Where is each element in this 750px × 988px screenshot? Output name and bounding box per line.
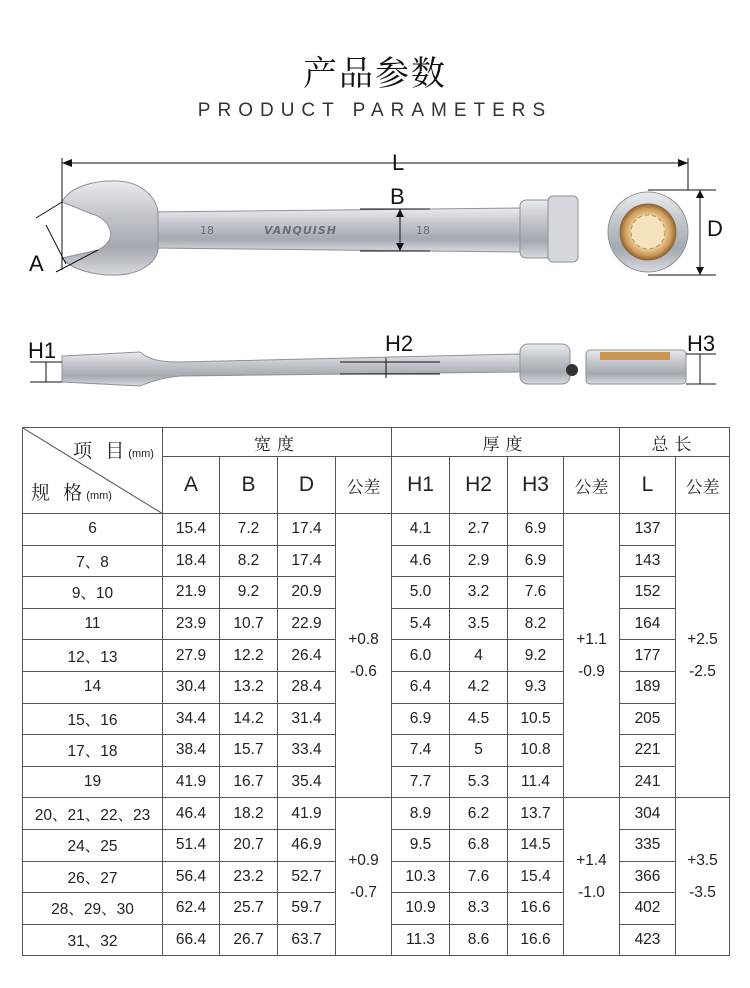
cell-D: 22.9 (278, 608, 336, 640)
cell-H1: 10.3 (392, 861, 450, 893)
cell-H2: 2.9 (450, 545, 508, 577)
dim-label-D: D (707, 216, 723, 241)
cell-spec: 31、32 (23, 924, 163, 956)
cell-spec: 19 (23, 766, 163, 798)
cell-H2: 5 (450, 735, 508, 767)
cell-H3: 8.2 (508, 608, 564, 640)
spec-table-body (23, 428, 730, 956)
col-header-length-tolerance: 公差 (676, 457, 730, 514)
cell-spec: 17、18 (23, 735, 163, 767)
cell-D: 46.9 (278, 829, 336, 861)
thickness-tolerance-group2-minus: -1.0 (578, 883, 605, 901)
cell-H2: 3.5 (450, 608, 508, 640)
width-tolerance-group2-minus: -0.7 (350, 883, 377, 901)
cell-H2: 8.3 (450, 893, 508, 925)
cell-A: 51.4 (163, 829, 220, 861)
cell-H1: 10.9 (392, 893, 450, 925)
cell-B: 15.7 (220, 735, 278, 767)
cell-H3: 10.8 (508, 735, 564, 767)
cell-H1: 5.4 (392, 608, 450, 640)
cell-H1: 9.5 (392, 829, 450, 861)
cell-spec: 12、13 (23, 640, 163, 672)
dim-label-H1: H1 (28, 338, 57, 363)
width-tolerance-group1-minus: -0.6 (350, 662, 377, 680)
table-corner-cell (23, 428, 163, 514)
group-header-thickness: 厚度 (392, 428, 620, 457)
cell-A: 38.4 (163, 735, 220, 767)
cell-spec: 9、10 (23, 577, 163, 609)
cell-B: 12.2 (220, 640, 278, 672)
cell-spec: 6 (23, 514, 163, 546)
cell-B: 14.2 (220, 703, 278, 735)
cell-H2: 5.3 (450, 766, 508, 798)
length-tolerance-group1-minus: -2.5 (689, 662, 716, 680)
cell-H1: 4.1 (392, 514, 450, 546)
dim-label-L: L (392, 150, 405, 175)
cell-B: 20.7 (220, 829, 278, 861)
length-tolerance-group2 (676, 798, 730, 956)
cell-D: 41.9 (278, 798, 336, 830)
table-group-header-row (23, 428, 730, 457)
cell-L: 137 (620, 514, 676, 546)
cell-H3: 9.2 (508, 640, 564, 672)
cell-D: 26.4 (278, 640, 336, 672)
cell-D: 33.4 (278, 735, 336, 767)
col-header-H2: H2 (450, 457, 508, 514)
cell-L: 189 (620, 671, 676, 703)
cell-L: 423 (620, 924, 676, 956)
cell-spec: 26、27 (23, 861, 163, 893)
cell-H1: 11.3 (392, 924, 450, 956)
cell-spec: 15、16 (23, 703, 163, 735)
cell-D: 17.4 (278, 545, 336, 577)
cell-H2: 8.6 (450, 924, 508, 956)
cell-L: 366 (620, 861, 676, 893)
length-tolerance-group1-plus: +2.5 (687, 630, 718, 648)
cell-H3: 16.6 (508, 893, 564, 925)
group-header-length: 总长 (620, 428, 730, 457)
cell-A: 27.9 (163, 640, 220, 672)
cell-H1: 7.4 (392, 735, 450, 767)
length-tolerance-group2-plus: +3.5 (687, 851, 718, 869)
width-tolerance-group2-plus: +0.9 (348, 851, 379, 869)
dim-label-B: B (390, 184, 405, 209)
col-header-H3: H3 (508, 457, 564, 514)
cell-H2: 6.2 (450, 798, 508, 830)
cell-A: 23.9 (163, 608, 220, 640)
table-row (23, 514, 730, 546)
col-header-A: A (163, 457, 220, 514)
thickness-tolerance-group2-plus: +1.4 (576, 851, 607, 869)
engraving-size-right: 18 (416, 224, 430, 237)
thickness-tolerance-group1-plus: +1.1 (576, 630, 607, 648)
cell-D: 52.7 (278, 861, 336, 893)
dim-label-H2: H2 (385, 331, 414, 356)
page-title: 产品参数 (303, 54, 447, 94)
cell-H3: 15.4 (508, 861, 564, 893)
corner-spec-label: 规 格(mm) (31, 483, 112, 504)
cell-L: 152 (620, 577, 676, 609)
page-subtitle: PRODUCT PARAMETERS (197, 100, 553, 121)
cell-L: 335 (620, 829, 676, 861)
cell-B: 16.7 (220, 766, 278, 798)
cell-A: 66.4 (163, 924, 220, 956)
cell-L: 402 (620, 893, 676, 925)
cell-spec: 20、21、22、23 (23, 798, 163, 830)
cell-H1: 6.9 (392, 703, 450, 735)
cell-H1: 8.9 (392, 798, 450, 830)
cell-H2: 4 (450, 640, 508, 672)
cell-D: 20.9 (278, 577, 336, 609)
cell-L: 205 (620, 703, 676, 735)
cell-H1: 7.7 (392, 766, 450, 798)
thickness-tolerance-group1 (564, 514, 620, 798)
cell-H3: 6.9 (508, 545, 564, 577)
col-header-thickness-tolerance: 公差 (564, 457, 620, 514)
cell-L: 304 (620, 798, 676, 830)
length-tolerance-group2-minus: -3.5 (689, 883, 716, 901)
wrench-side-view (62, 344, 686, 386)
cell-A: 41.9 (163, 766, 220, 798)
cell-D: 59.7 (278, 893, 336, 925)
cell-A: 15.4 (163, 514, 220, 546)
cell-L: 241 (620, 766, 676, 798)
cell-D: 28.4 (278, 671, 336, 703)
cell-H3: 16.6 (508, 924, 564, 956)
cell-A: 30.4 (163, 671, 220, 703)
cell-H2: 4.2 (450, 671, 508, 703)
cell-D: 35.4 (278, 766, 336, 798)
cell-H3: 14.5 (508, 829, 564, 861)
cell-H3: 9.3 (508, 671, 564, 703)
cell-B: 8.2 (220, 545, 278, 577)
cell-H3: 10.5 (508, 703, 564, 735)
wrench-dimension-diagram (0, 140, 750, 405)
cell-H1: 6.0 (392, 640, 450, 672)
cell-A: 34.4 (163, 703, 220, 735)
cell-A: 18.4 (163, 545, 220, 577)
cell-L: 177 (620, 640, 676, 672)
cell-A: 56.4 (163, 861, 220, 893)
group-header-width: 宽度 (163, 428, 392, 457)
dim-label-A: A (29, 251, 44, 276)
cell-H1: 6.4 (392, 671, 450, 703)
width-tolerance-group1 (336, 514, 392, 798)
cell-D: 17.4 (278, 514, 336, 546)
cell-B: 7.2 (220, 514, 278, 546)
engraving-size-left: 18 (200, 224, 214, 237)
engraving-brand: VANQUISH (264, 224, 337, 237)
cell-D: 31.4 (278, 703, 336, 735)
cell-H2: 2.7 (450, 514, 508, 546)
cell-H2: 4.5 (450, 703, 508, 735)
cell-H3: 7.6 (508, 577, 564, 609)
cell-H3: 11.4 (508, 766, 564, 798)
cell-A: 62.4 (163, 893, 220, 925)
cell-H1: 5.0 (392, 577, 450, 609)
cell-spec: 14 (23, 671, 163, 703)
cell-B: 23.2 (220, 861, 278, 893)
cell-spec: 7、8 (23, 545, 163, 577)
cell-B: 13.2 (220, 671, 278, 703)
cell-L: 221 (620, 735, 676, 767)
cell-spec: 24、25 (23, 829, 163, 861)
dim-label-H3: H3 (687, 331, 716, 356)
cell-H2: 6.8 (450, 829, 508, 861)
cell-D: 63.7 (278, 924, 336, 956)
thickness-tolerance-group2 (564, 798, 620, 956)
col-header-H1: H1 (392, 457, 450, 514)
col-header-D: D (278, 457, 336, 514)
corner-item-label: 项 目(mm) (73, 441, 154, 462)
cell-B: 10.7 (220, 608, 278, 640)
width-tolerance-group1-plus: +0.8 (348, 630, 379, 648)
table-row (23, 798, 730, 830)
col-header-L: L (620, 457, 676, 514)
thickness-tolerance-group1-minus: -0.9 (578, 662, 605, 680)
cell-B: 9.2 (220, 577, 278, 609)
col-header-width-tolerance: 公差 (336, 457, 392, 514)
cell-H3: 13.7 (508, 798, 564, 830)
cell-H1: 4.6 (392, 545, 450, 577)
col-header-B: B (220, 457, 278, 514)
cell-A: 46.4 (163, 798, 220, 830)
cell-H2: 7.6 (450, 861, 508, 893)
length-tolerance-group1 (676, 514, 730, 798)
cell-spec: 11 (23, 608, 163, 640)
wrench-top-view (62, 181, 688, 275)
cell-L: 143 (620, 545, 676, 577)
cell-B: 25.7 (220, 893, 278, 925)
cell-H3: 6.9 (508, 514, 564, 546)
spec-table (22, 427, 730, 956)
cell-B: 18.2 (220, 798, 278, 830)
cell-L: 164 (620, 608, 676, 640)
cell-B: 26.7 (220, 924, 278, 956)
cell-A: 21.9 (163, 577, 220, 609)
cell-spec: 28、29、30 (23, 893, 163, 925)
cell-H2: 3.2 (450, 577, 508, 609)
width-tolerance-group2 (336, 798, 392, 956)
